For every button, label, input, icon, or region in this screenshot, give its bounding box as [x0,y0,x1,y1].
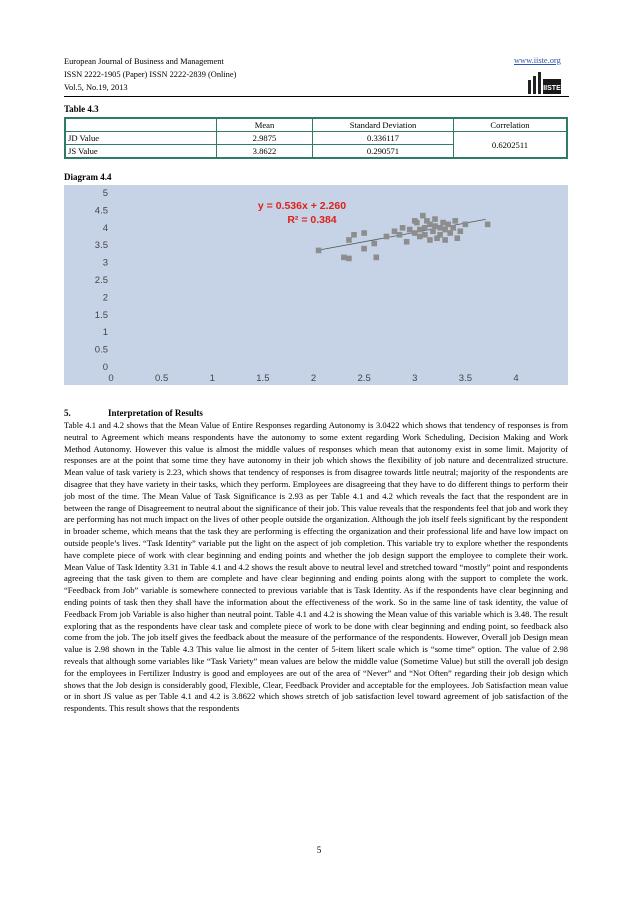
scatter-point [442,237,448,243]
scatter-point [361,246,367,252]
y-tick-label: 4 [102,222,108,234]
scatter-point [414,220,420,226]
scatter-point [351,232,357,238]
table-header-row [65,118,567,132]
page-number: 5 [316,845,322,855]
y-tick-label: 4.5 [94,205,108,217]
scatter-point [442,227,448,233]
scatter-point [371,241,377,247]
scatter-point [341,255,347,261]
y-tick-label: 2 [102,292,108,304]
y-tick-label: 3.5 [94,240,108,252]
scatter-point [427,222,433,228]
scatter-point [437,232,443,238]
table-header-empty [65,118,217,132]
x-tick-label: 1.5 [256,373,270,384]
x-tick-label: 0.5 [155,373,169,384]
x-tick-label: 3 [412,373,418,384]
y-tick-label: 5 [102,188,108,199]
x-tick-label: 2 [310,373,317,384]
scatter-point [373,255,379,261]
section-title: Interpretation of Results [108,408,203,418]
scatter-point [432,223,438,229]
y-tick-label: 0 [102,362,108,373]
correlation-value: 0.6202511 [454,132,568,159]
y-tick-label: 2.5 [94,275,108,286]
r-squared-label: R² = 0.384 [287,214,337,226]
x-tick-label: 1 [209,373,215,384]
scatter-point [407,227,413,233]
scatter-point [392,228,398,234]
table-4-3 [64,117,568,159]
row-name: JD Value [65,132,217,145]
scatter-point [432,216,438,222]
diagram-label: Diagram 4.4 [64,172,112,182]
scatter-point [463,222,469,228]
section-heading [64,408,203,418]
scatter-point [458,228,464,234]
scatter-point [412,230,418,236]
journal-url-link[interactable]: www.iiste.org [514,56,561,65]
header-rule [64,96,569,97]
x-tick-label: 0 [108,373,114,384]
scatter-point [417,234,423,240]
table-header-mean: Mean [217,118,313,132]
scatter-point [437,225,443,231]
scatter-point [316,248,322,254]
row-mean: 2.9875 [217,132,313,145]
scatter-point [384,234,390,240]
volume-line: Vol.5, No.19, 2013 [64,83,128,92]
x-tick-label: 2.5 [357,373,371,384]
scatter-point [346,256,352,262]
scatter-point [447,230,453,236]
scatter-point [404,239,410,245]
scatter-point [400,225,406,231]
x-tick-label: 3.5 [458,373,472,384]
y-tick-label: 3 [102,257,108,269]
scatter-point [346,237,352,243]
scatter-point [485,222,491,228]
scatter-point [361,230,367,236]
iiste-logo [526,71,563,95]
table-label: Table 4.3 [64,104,99,114]
section-number: 5. [64,408,71,418]
scatter-point [440,220,446,226]
y-axis-ticks [95,188,108,373]
table-header-correlation: Correlation [454,118,568,132]
x-tick-label: 4 [513,373,519,384]
scatter-point [420,213,426,219]
scatter-point [397,232,403,238]
scatter-point [422,225,428,231]
row-sd: 0.336117 [313,132,454,145]
table-row [65,132,567,145]
scatter-chart [64,185,568,385]
scatter-point [450,225,456,231]
row-name: JS Value [65,145,217,159]
scatter-point [417,227,423,233]
y-tick-label: 1.5 [94,309,108,321]
row-sd: 0.290571 [313,145,454,159]
journal-name: European Journal of Business and Management [64,57,224,66]
scatter-point [452,218,458,224]
y-tick-label: 0.5 [94,344,108,356]
trendline-equation: y = 0.536x + 2.260 [257,200,347,212]
row-mean: 3.8622 [217,145,313,159]
scatter-point [430,228,436,234]
scatter-point [427,237,433,243]
table-header-sd: Standard Deviation [313,118,454,132]
logo-text: IISTE [543,85,561,92]
issn-line: ISSN 2222-1905 (Paper) ISSN 2222-2839 (Online) [64,70,237,79]
scatter-point [445,222,451,228]
section-body: Table 4.1 and 4.2 shows that the Mean Value of Entire Responses regarding Autonomy is 3.0422 which shows that tendency of responses is from neutral to Agreement which means respondents have the autonomy to some extent regarding Work Scheduling, Decision Making and Work Method Autonomy. However this value is almost the middle values of responses which mean that autonomy exist in some limit. Majority of responses are at the point that some time they have autonomy in their job which shows the flexibility of job nature and decentralized structure. Mean value of task variety is 2.23, which shows that tendency of responses is from disagree towards little neutral; majority of the respondents are disagree that they have variety in their tasks, which they perform. Employees are disagreeing that they have to do different things to perform their job most of the time. The Mean Value of Task Significance is 2.93 as per Table 4.1 and 4.2 which reveals the fact that the respondent are in between the range of Disagreement to neutral about the significance of their job. This value reveals that the respondents feel that job and work they are performing has not much impact on the lives of other people outside the organization. Although the job itself feels significant by the respondent in broader scheme, which means that the task they are performing is effecting the organization and their professional life and have low impact on outside people’s lives. “Task Identity” variable put the light on the aspect of job completion. This variable try to explore whether the respondents have complete piece of work with clear beginning and ending points and whether the job design support the employee to complete their work. Mean Value of Task Identity 3.31 in Table 4.1 and 4.2 shows the result above to neutral level and stretched toward “mostly” point and respondents agreeing that the task given to them are complete and have clear beginning and ending points along with the support to complete the work. “Feedback from Job” variable is somewhere connected to previous variable that is Task Identity. As if the respondents have clear beginning and ending points of task then they shall have the information about the effectiveness of the work. So in the same line of task identity, the value of Feedback From job Variable is also higher than neutral point. Table 4.1 and 4.2 is showing the Mean value of this variable which is 3.48. The result exploring that as the respondents have clear task and complete piece of work to be done with clear beginning and ending point, so feedback also come from the job. The job itself gives the feedback about the measure of the performance of the respondents. However, Overall job Design mean value is 2.98 shown in the Table 4.3 This value lie almost in the center of 5-item likert scale which is “some time” option. The value of 2.98 reveals that although some variables like “Task Variety” mean values are below the middle value (Sometime Value) but still the overall job design for the employees in Fertilizer Industry is good and employees are out of the area of “Never” and “Not Often” regarding their job design which shows that the Job design is considerably good, Flexible, Clear, Feedback Provider and acceptable for the employees. Job Satisfaction mean value or in short JS value as per Table 4.1 and 4.2 is 3.8622 which shows stretch of job satisfaction level toward agreement of job satisfaction of the respondents. This result shows that the respondents [64,420,568,714]
scatter-point [422,232,428,238]
y-tick-label: 1 [102,327,108,339]
scatter-point [454,235,460,241]
